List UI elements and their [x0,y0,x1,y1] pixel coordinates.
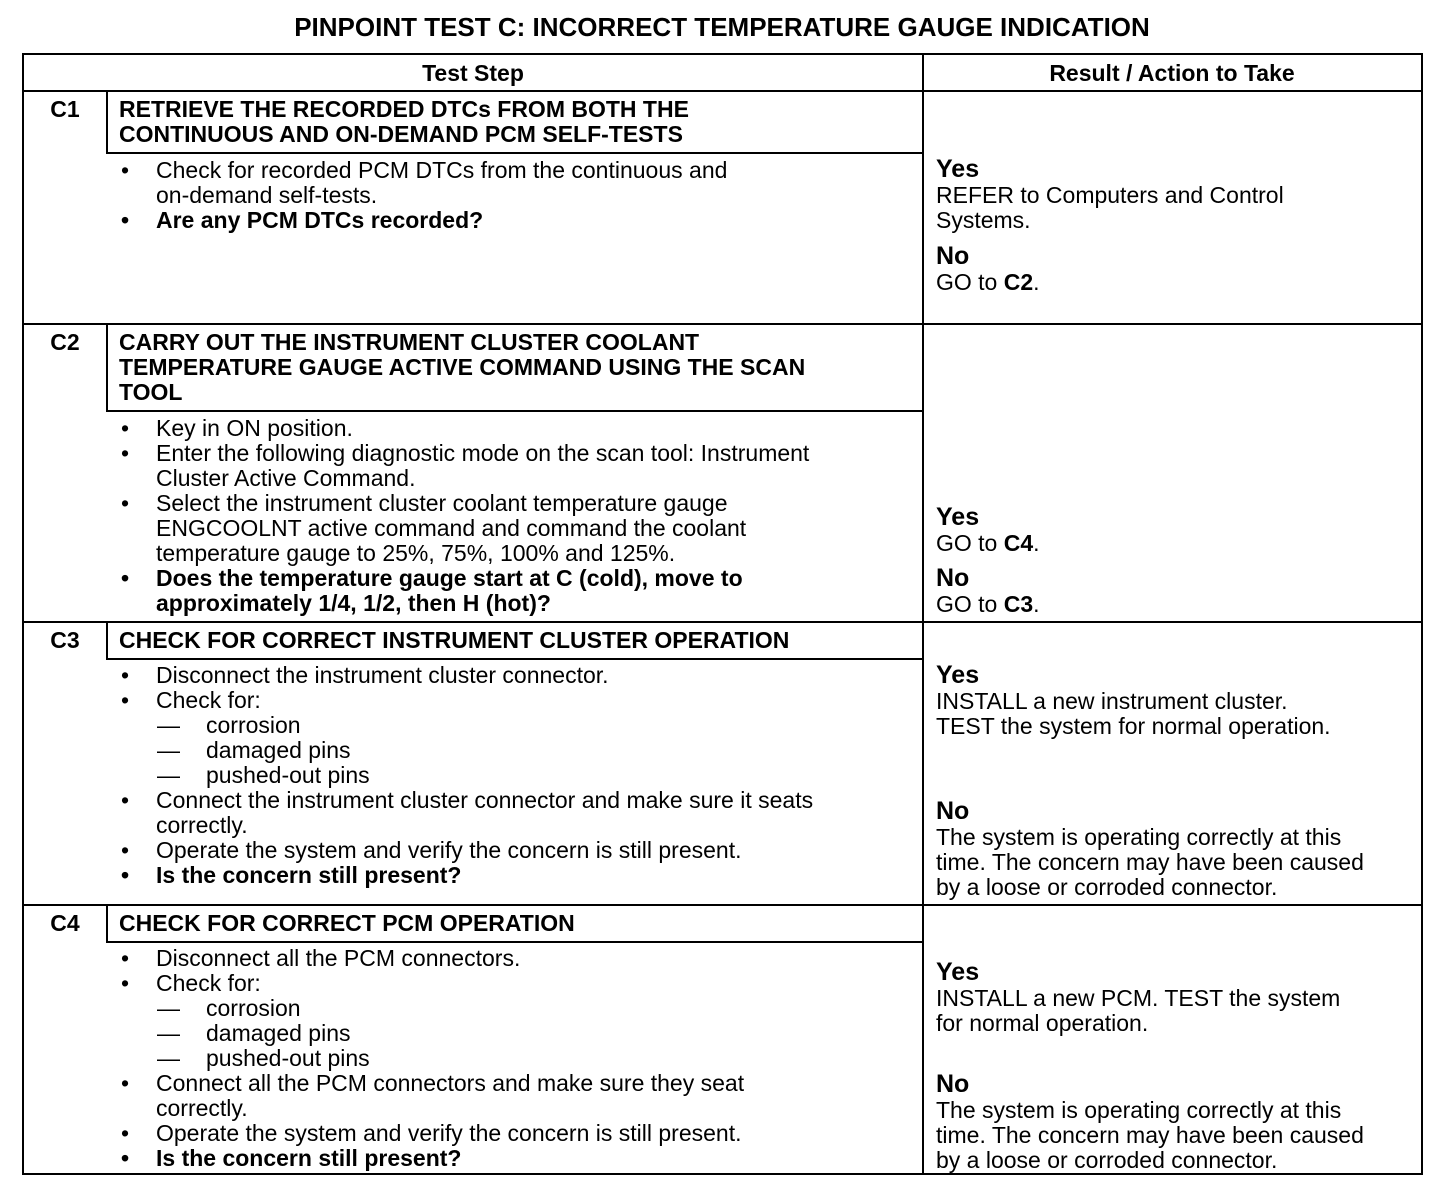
list-subitem: — pushed-out pins [119,1046,919,1071]
id-cell-divider [106,906,108,942]
step-id: C1 [50,96,80,122]
step-id: C4 [50,910,80,936]
list-subitem: — damaged pins [119,738,919,763]
yes-label: Yes [936,503,980,531]
step-question: • Are any PCM DTCs recorded? [119,208,919,233]
yes-label: Yes [936,958,980,986]
step-id: C3 [50,627,80,653]
list-subitem: — corrosion [119,713,919,738]
list-item: • Connect the instrument cluster connector and make sure it seats correctly. [119,788,919,838]
step-heading: CARRY OUT THE INSTRUMENT CLUSTER COOLANT TEMPERATURE GAUGE ACTIVE COMMAND USING THE SCAN TOOL [119,329,806,405]
no-action: GO to C3. [936,591,1040,617]
column-divider [922,55,924,1173]
list-item: • Check for: [119,971,919,996]
list-item: • Operate the system and verify the concern is still present. [119,1121,919,1146]
list-item: • Connect all the PCM connectors and make sure they seat correctly. [119,1071,919,1121]
step-body [119,158,919,233]
header-divider [24,90,1421,92]
step-heading: CHECK FOR CORRECT PCM OPERATION [119,910,575,936]
list-item: • Check for: [119,688,919,713]
step-body [119,416,919,616]
step-heading: CHECK FOR CORRECT INSTRUMENT CLUSTER OPERATION [119,627,790,653]
step-id: C2 [50,329,80,355]
row-divider [24,323,1421,325]
heading-divider [106,152,922,154]
list-subitem: — pushed-out pins [119,763,919,788]
header-test-step: Test Step [422,60,524,86]
row-divider [24,904,1421,906]
header-result: Result / Action to Take [1049,60,1295,86]
list-item: • Enter the following diagnostic mode on the scan tool: Instrument Cluster Active Command. [119,441,919,491]
step-result-no: No The system is operating correctly at this time. The concern may have been caused by a loose or corroded connector. [936,797,1422,900]
heading-divider [106,410,922,412]
step-result: Yes INSTALL a new PCM. TEST the system for normal operation. [936,958,1422,1036]
yes-label: Yes [936,155,980,183]
no-action: GO to C2. [936,269,1040,295]
step-heading: RETRIEVE THE RECORDED DTCs FROM BOTH THE CONTINUOUS AND ON-DEMAND PCM SELF-TESTS [119,96,689,147]
heading-divider [106,658,922,660]
id-cell-divider [106,623,108,659]
list-item: • Select the instrument cluster coolant temperature gauge ENGCOOLNT active command and command the coolant temperature gauge to 25%, 75%, 100% and 125%. [119,491,919,566]
row-divider [24,621,1421,623]
step-question: • Is the concern still present? [119,1146,919,1171]
list-item: • Check for recorded PCM DTCs from the continuous and on-demand self-tests. [119,158,919,208]
heading-divider [106,941,922,943]
id-cell-divider [106,92,108,153]
step-result [936,503,1422,617]
list-subitem: — corrosion [119,996,919,1021]
list-item: • Key in ON position. [119,416,919,441]
list-subitem: — damaged pins [119,1021,919,1046]
page-title: PINPOINT TEST C: INCORRECT TEMPERATURE GAUGE INDICATION [294,12,1150,42]
step-question: • Is the concern still present? [119,863,919,888]
no-label: No [936,797,970,825]
no-label: No [936,1070,970,1098]
step-result-no: No The system is operating correctly at this time. The concern may have been caused by a loose or corroded connector. [936,1070,1422,1173]
id-cell-divider [106,325,108,411]
step-result: Yes REFER to Computers and Control Systems. No GO to C2. [936,155,1422,295]
step-question: • Does the temperature gauge start at C (cold), move to approximately 1/4, 1/2, then H (hot)? [119,566,919,616]
yes-action: GO to C4. [936,530,1040,556]
step-body [119,946,919,1171]
pinpoint-test-table [22,53,1423,1175]
yes-label: Yes [936,661,980,689]
list-item: • Disconnect all the PCM connectors. [119,946,919,971]
list-item: • Disconnect the instrument cluster connector. [119,663,919,688]
step-body [119,663,919,888]
list-item: • Operate the system and verify the concern is still present. [119,838,919,863]
no-label: No [936,564,970,592]
no-label: No [936,242,970,270]
step-result: Yes INSTALL a new instrument cluster. TEST the system for normal operation. [936,661,1422,739]
